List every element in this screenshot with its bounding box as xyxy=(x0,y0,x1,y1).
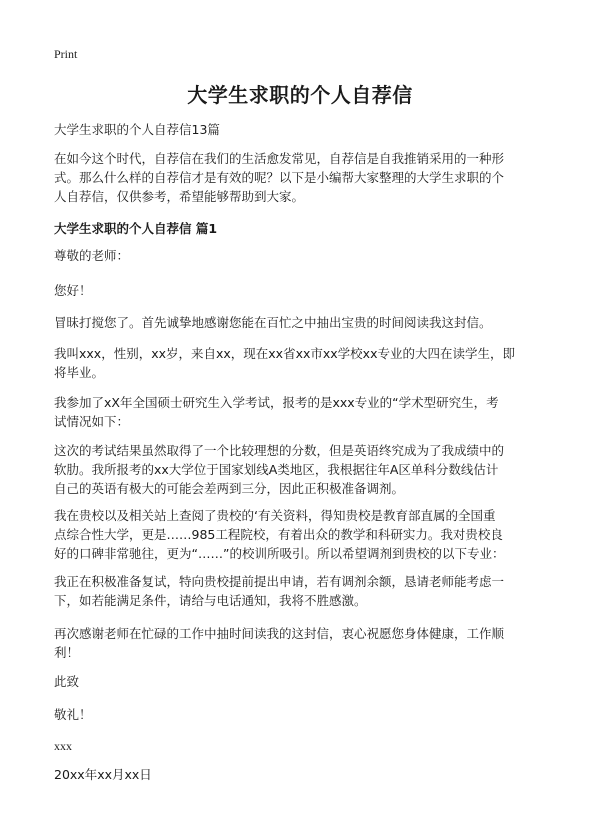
paragraph-line: 点综合性大学，更是……985工程院校，有着出众的教学和科研实力。我对贵校良 xyxy=(54,527,503,542)
intro-paragraph xyxy=(54,149,554,206)
paragraph-line: 下，如若能满足条件，请给与电话通知，我将不胜感激。 xyxy=(54,593,367,608)
body-paragraph xyxy=(54,393,554,431)
salute-text: 敬礼！ xyxy=(54,707,92,722)
paragraph-line: 利！ xyxy=(54,645,80,660)
paragraph-line: 再次感谢老师在忙碌的工作中抽时间读我的这封信，衷心祝愿您身体健康，工作顺 xyxy=(54,626,505,641)
paragraph-line: 将毕业。 xyxy=(54,365,105,380)
paragraph-line: 这次的考试结果虽然取得了一个比较理想的分数，但是英语终究成为了我成绩中的 xyxy=(54,443,505,458)
section-heading: 大学生求职的个人自荐信 篇1 xyxy=(54,221,218,236)
hello xyxy=(54,281,554,300)
paragraph-line: 软肋。我所报考的xx大学位于国家划线A类地区，我根据往年A区单科分数线估计 xyxy=(54,462,499,477)
body-paragraph xyxy=(54,441,554,498)
intro-line: 在如今这个时代，自荐信在我们的生活愈发常见，自荐信是自我推销采用的一种形 xyxy=(54,151,505,166)
paragraph-line: 试情况如下： xyxy=(54,414,130,429)
paragraph-line: 我正在积极准备复试，特向贵校提前提出申请，若有调剂余额，恳请老师能考虑一 xyxy=(54,574,505,589)
date xyxy=(54,765,554,784)
paragraph-line: 我在贵校以及相关站上查阅了贵校的‘有关资料，得知贵校是教育部直属的全国重 xyxy=(54,508,496,523)
intro-line: 人自荐信，仅供参考，希望能够帮助到大家。 xyxy=(54,189,305,204)
paragraph-line: 自己的英语有极大的可能会差两到三分，因此正积极准备调剂。 xyxy=(54,481,405,496)
hello-text: 您好！ xyxy=(54,283,92,298)
intro-line: 式。那么什么样的自荐信才是有效的呢？以下是小编帮大家整理的大学生求职的个 xyxy=(54,170,505,185)
paragraph-line: 我叫xxx，性别，xx岁，来自xx，现在xx省xx市xx学校xx专业的大四在读学生，即 xyxy=(54,346,515,361)
print-link[interactable]: Print xyxy=(54,47,78,61)
body-paragraph xyxy=(54,344,554,382)
closing xyxy=(54,672,554,691)
signature-text: xxx xyxy=(54,739,72,753)
signature xyxy=(54,737,554,756)
body-paragraph xyxy=(54,506,554,563)
paragraph-line: 我参加了xX年全国硕士研究生入学考试，报考的是xxx专业的“学术型研究生，考 xyxy=(54,395,499,410)
paragraph-line: 好的口碑非常驰往，更为“……”的校训所吸引。所以希望调剂到贵校的以下专业： xyxy=(54,546,505,561)
greeting-text: 尊敬的老师： xyxy=(54,248,130,263)
closing-text: 此致 xyxy=(54,674,80,689)
body-paragraph xyxy=(54,624,554,662)
document-subtitle: 大学生求职的个人自荐信13篇 xyxy=(54,122,220,137)
paragraph-line: 冒昧打搅您了。首先诚挚地感谢您能在百忙之中抽出宝贵的时间阅读我这封信。 xyxy=(54,315,492,330)
salute xyxy=(54,705,554,724)
date-text: 20xx年xx月xx日 xyxy=(54,767,152,782)
greeting xyxy=(54,246,554,265)
document-title: 大学生求职的个人自荐信 xyxy=(187,83,413,107)
body-paragraph xyxy=(54,313,554,332)
body-paragraph xyxy=(54,572,554,610)
